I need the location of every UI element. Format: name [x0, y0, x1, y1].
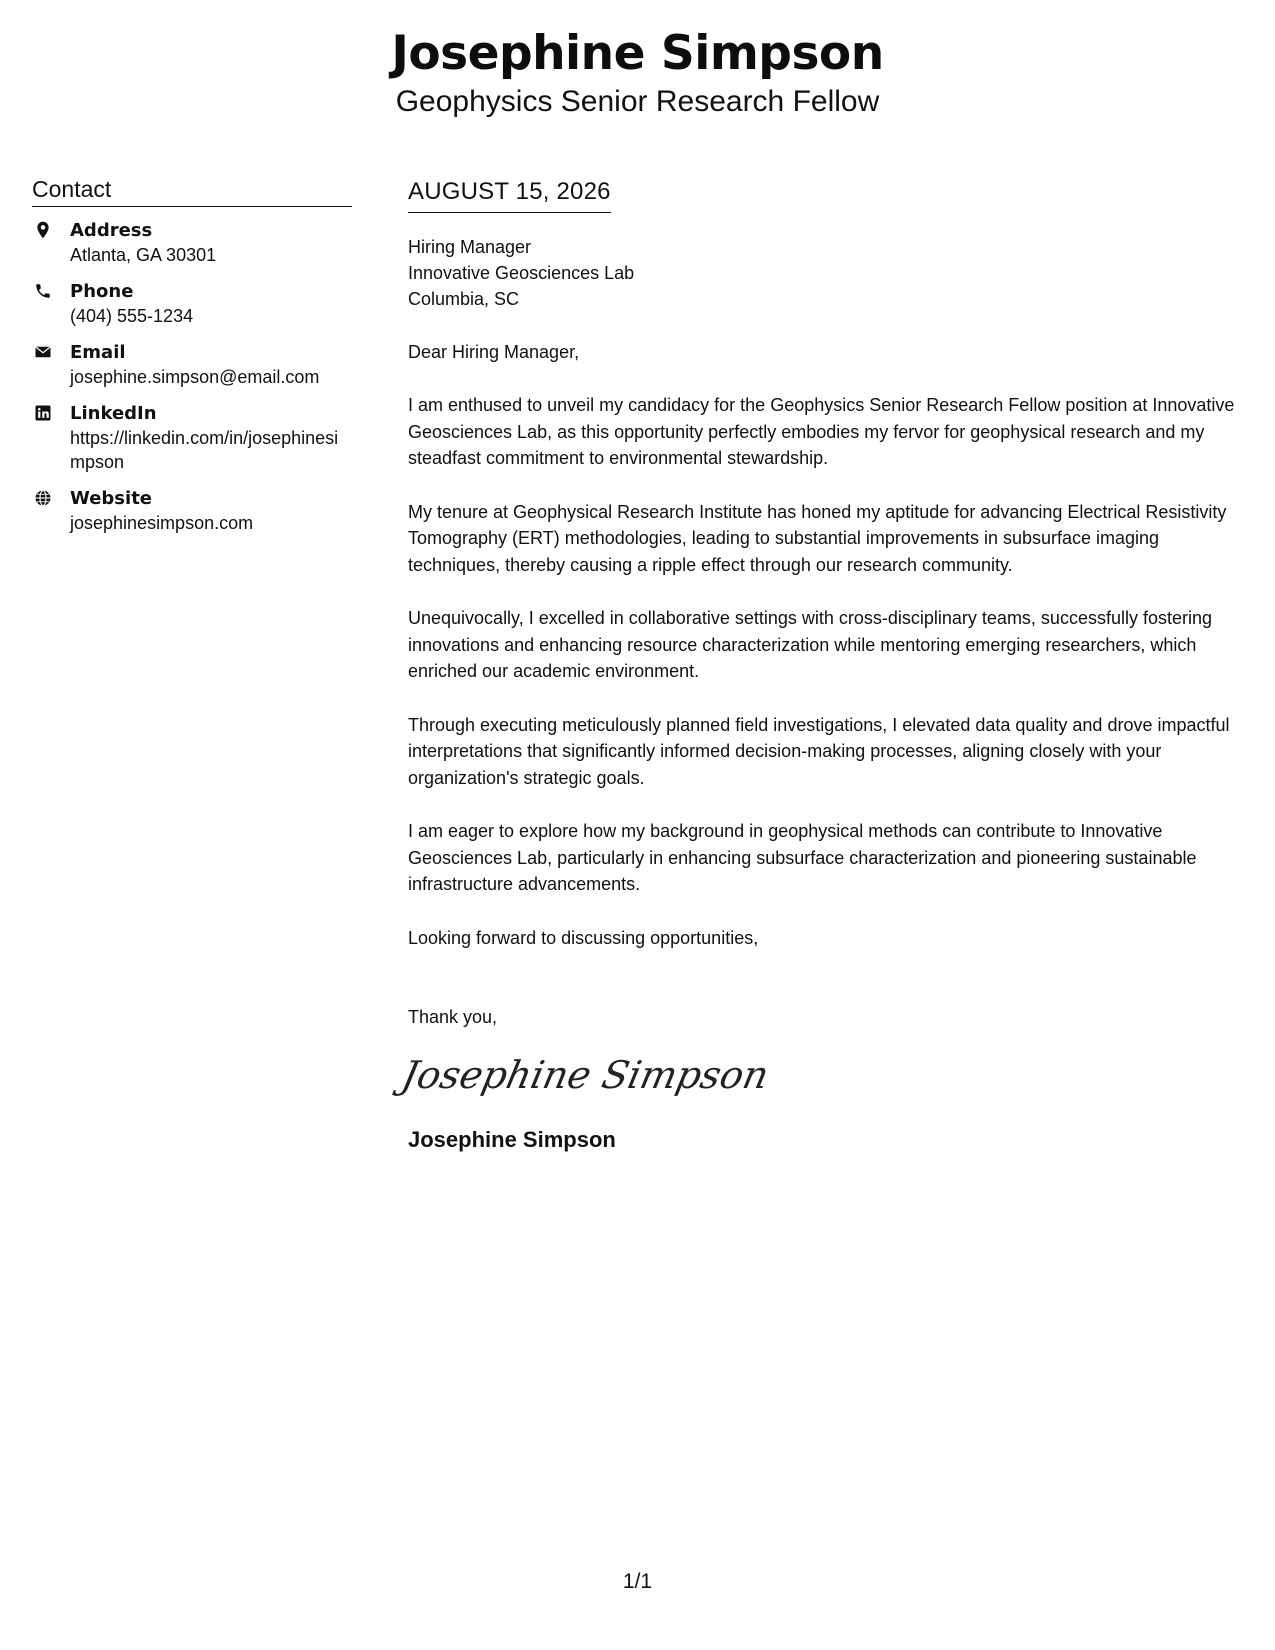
body-paragraph: I am eager to explore how my background in geophysical methods can contribute to Innovative Geosciences Lab, particularly in enhancing subsurface characterization and pioneering sustainable infrastructure advancements. [408, 821, 1197, 894]
letter-date: AUGUST 15, 2026 [408, 176, 611, 213]
signer-name: Josephine Simpson [408, 1126, 616, 1152]
envelope-icon [34, 343, 52, 361]
recipient-block [408, 234, 1253, 312]
contact-label: LinkedIn [70, 403, 157, 424]
phone-icon [34, 282, 52, 300]
body-paragraph: My tenure at Geophysical Research Institute has honed my aptitude for advancing Electrical Resistivity Tomography (ERT) methodologies, leading to substantial improvements in subsurface imaging techniques, thereby causing a ripple effect through our research community. [408, 501, 1227, 575]
linkedin-value[interactable]: https://linkedin.com/in/josephinesimpson [70, 428, 339, 472]
contact-label: Phone [70, 281, 134, 302]
phone-value: (404) 555-1234 [70, 306, 194, 326]
signature-text: Josephine Simpson [397, 1052, 773, 1098]
letter-body [397, 176, 1253, 1154]
contact-item-address [32, 219, 352, 267]
body-paragraph: Through executing meticulously planned field investigations, I elevated data quality and drove impactful interpretations that significantly informed decision-making processes, aligning closely with your organization's strategic goals. [408, 714, 1230, 788]
contact-label: Email [70, 342, 126, 363]
website-value[interactable]: josephinesimpson.com [70, 513, 254, 533]
recipient-company: Innovative Geosciences Lab [408, 263, 635, 283]
linkedin-icon [34, 404, 52, 422]
location-pin-icon [34, 221, 52, 239]
globe-icon [34, 489, 52, 507]
contact-item-website [32, 487, 352, 535]
closing-line: Looking forward to discussing opportunities, [408, 927, 759, 948]
contact-sidebar [32, 174, 352, 548]
contact-heading: Contact [32, 174, 352, 207]
email-value[interactable]: josephine.simpson@email.com [70, 367, 320, 387]
applicant-name: Josephine Simpson [391, 26, 884, 81]
contact-item-linkedin [32, 402, 352, 474]
recipient-location: Columbia, SC [408, 289, 520, 309]
contact-item-phone [32, 280, 352, 328]
handwritten-signature [397, 1050, 773, 1104]
body-paragraph: Unequivocally, I excelled in collaborative settings with cross-disciplinary teams, successfully fostering innovations and enhancing resource characterization while mentoring emerging researchers, which enriched our academic environment. [408, 608, 1213, 681]
contact-label: Address [70, 220, 153, 241]
page-number: 1/1 [622, 1570, 653, 1593]
body-paragraph: I am enthused to unveil my candidacy for the Geophysics Senior Research Fellow position at Innovative Geosciences Lab, as this opportunity perfectly embodies my fervor for geophysical research and my steadfast commitment to environmental stewardship. [408, 395, 1235, 468]
applicant-title: Geophysics Senior Research Fellow [395, 85, 880, 118]
salutation: Dear Hiring Manager, [408, 342, 580, 362]
contact-item-email [32, 341, 352, 389]
letter-header [0, 24, 1275, 120]
thanks-line: Thank you, [408, 1006, 498, 1027]
recipient-title: Hiring Manager [408, 237, 532, 257]
address-value: Atlanta, GA 30301 [70, 245, 217, 265]
contact-label: Website [70, 488, 153, 509]
